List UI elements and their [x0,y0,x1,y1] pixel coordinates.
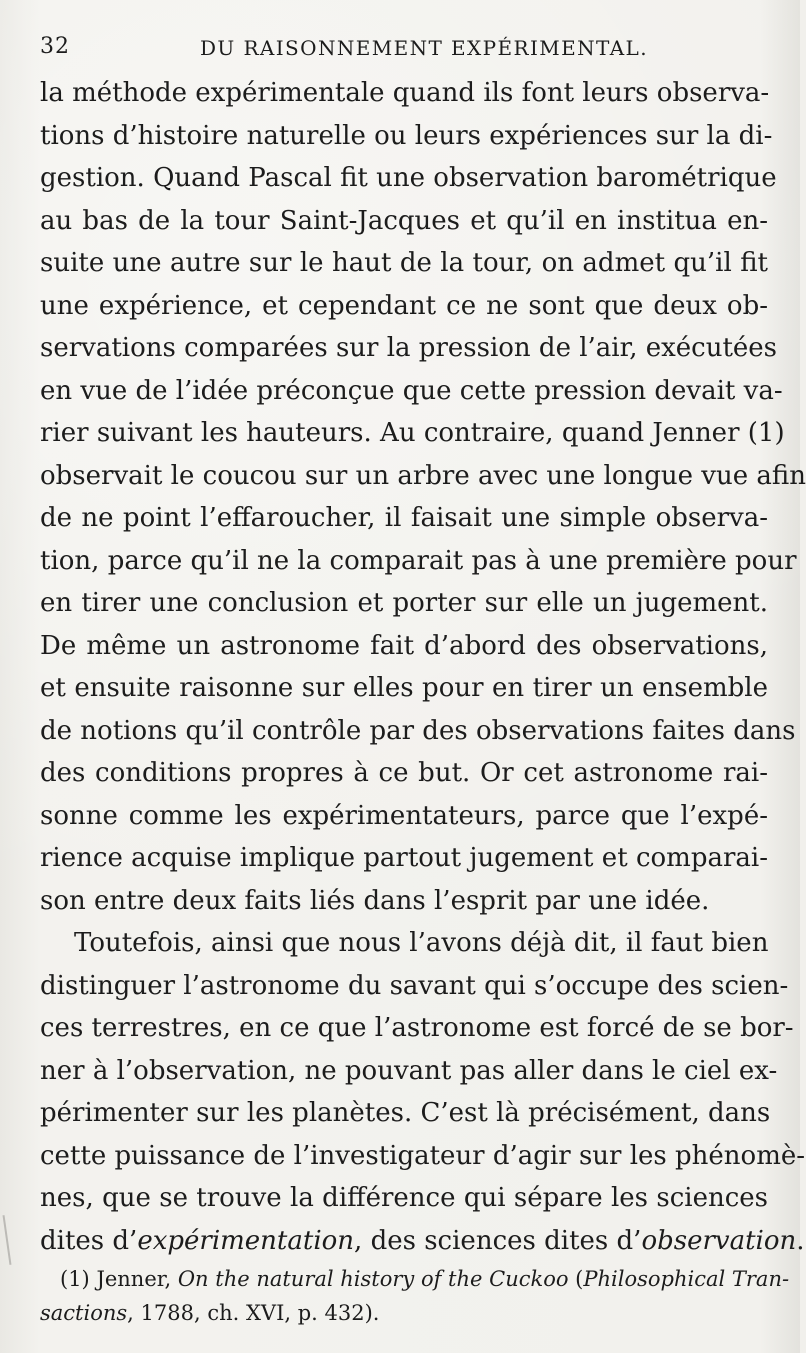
text-line: de ne point l’effaroucher, il faisait une simple observa- [40,503,768,533]
body-text [40,72,806,1262]
footnote-citation: , 1788, ch. XVI, p. 432). [127,1301,380,1325]
footnote-open-paren: ( [568,1267,584,1291]
footnote-title: On the natural history of the Cuckoo [177,1267,569,1291]
term-observation: observation [641,1225,797,1256]
running-head: DU RAISONNEMENT EXPÉRIMENTAL. [200,36,648,60]
footnote-line-1 [60,1262,790,1296]
text-line: en vue de l’idée préconçue que cette pression devait va- [40,375,783,406]
text-line: ces terrestres, en ce que l’astronome est forcé de se bor- [40,1013,794,1043]
page-number: 32 [40,34,70,59]
text-line: cette puissance de l’investigateur d’agir sur les phénomè- [40,1140,806,1171]
text-line: de notions qu’il contrôle par des observations faites dans [40,715,796,746]
text-line: nes, que se trouve la différence qui sépare les sciences [40,1183,768,1213]
text-line: servations comparées sur la pression de l’air, exécutées [40,333,778,363]
text-line: au bas de la tour Saint-Jacques et qu’il en institua en- [40,205,768,236]
footnote-marker: (1) [60,1267,90,1291]
text-line: des conditions propres à ce but. Or cet astronome rai- [40,758,768,788]
text-line: observait le coucou sur un arbre avec une longue vue afin [40,460,806,491]
text-line: et ensuite raisonne sur elles pour en tirer un ensemble [40,673,768,703]
final-line-start: dites d’ [40,1225,138,1256]
text-line: distinguer l’astronome du savant qui s’occupe des scien- [40,970,789,1001]
text-line: rier suivant les hauteurs. Au contraire, quand Jenner (1) [40,418,785,448]
text-line: suite une autre sur le haut de la tour, on admet qu’il fit [40,248,768,278]
text-line: rience acquise implique partout jugement et comparai- [40,843,768,873]
text-line: périmenter sur les planètes. C’est là précisément, dans [40,1098,771,1128]
footnote-line-2 [40,1296,770,1330]
footnote [40,1262,790,1330]
paragraph-start-line: Toutefois, ainsi que nous l’avons déjà dit, il faut bien [74,928,769,958]
final-text-line [40,1220,805,1263]
text-line: une expérience, et cependant ce ne sont que deux ob- [40,290,768,321]
text-line: ner à l’observation, ne pouvant pas aller dans le ciel ex- [40,1055,778,1086]
text-line: la méthode expérimentale quand ils font leurs observa- [40,78,770,108]
footnote-journal-cont: sactions [40,1301,128,1325]
final-line-middle: , des sciences dites d’ [354,1225,642,1256]
text-line: son entre deux faits liés dans l’esprit par une idée. [40,885,710,916]
text-line: tion, parce qu’il ne la comparait pas à une première pour [40,545,797,576]
text-line: tions d’histoire naturelle ou leurs expériences sur la di- [40,120,773,151]
text-line: De même un astronome fait d’abord des observations, [40,630,768,661]
binding-mark [3,1215,12,1265]
term-experimentation: expérimentation [137,1225,355,1256]
text-line: gestion. Quand Pascal fit une observation barométrique [40,163,777,193]
page-header [40,34,760,64]
footnote-journal: Philosophical Tran- [583,1267,790,1291]
footnote-author: Jenner, [96,1267,178,1291]
final-line-end: . [796,1225,805,1256]
text-line: sonne comme les expérimentateurs, parce que l’expé- [40,800,768,831]
text-line: en tirer une conclusion et porter sur elle un jugement. [40,588,768,618]
